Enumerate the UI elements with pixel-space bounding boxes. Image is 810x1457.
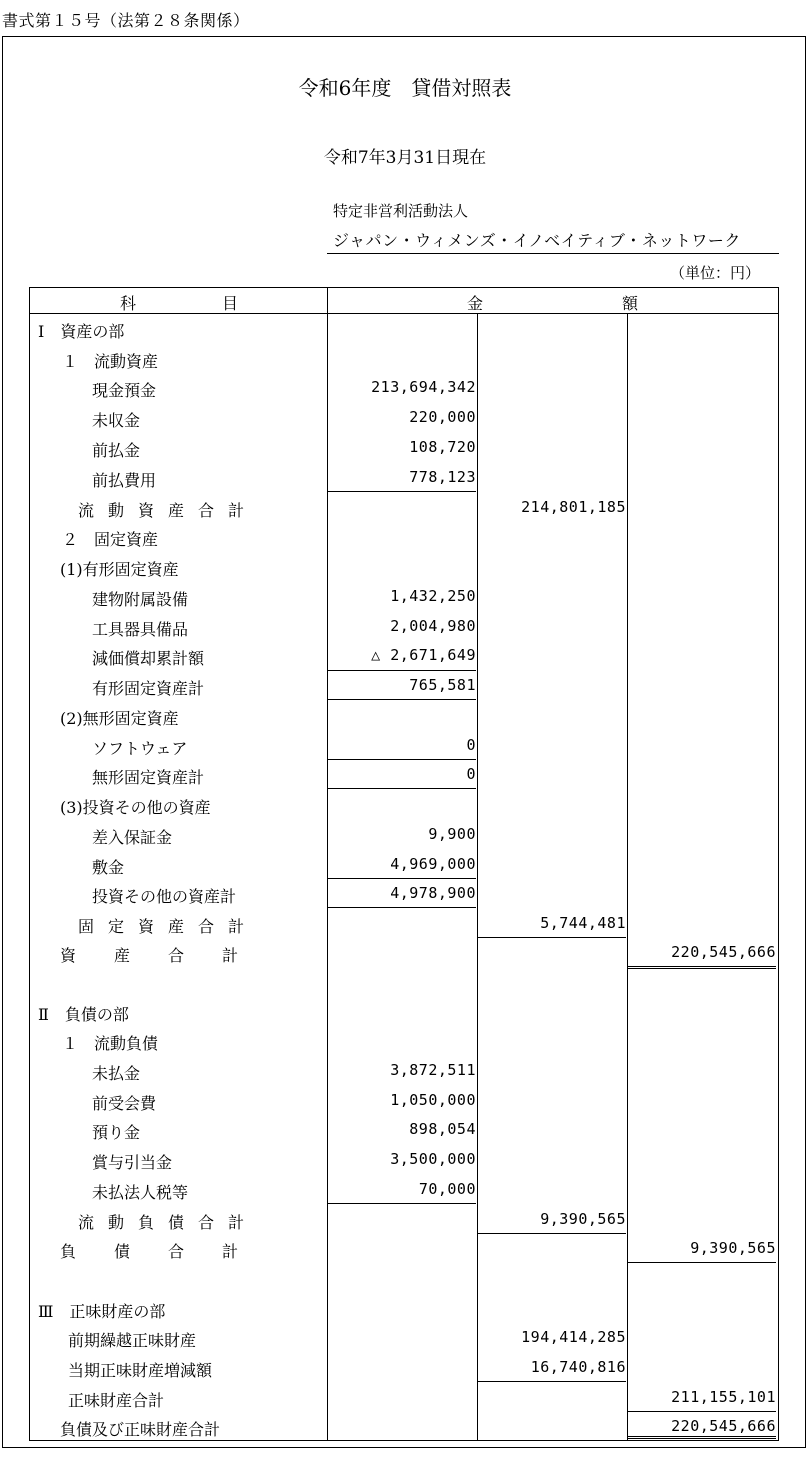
subtotal-row: [30, 761, 778, 791]
row-label: 工具器具備品: [92, 620, 189, 639]
row-label: Ⅲ 正味財産の部: [38, 1302, 166, 1321]
group-investments: [30, 791, 778, 821]
row-value: 898,054: [409, 1120, 476, 1138]
table-row: [30, 583, 778, 613]
subtotal-row: [30, 1384, 778, 1414]
row-value: 108,720: [409, 438, 476, 456]
section-liabilities: [30, 998, 778, 1028]
header-divider: [30, 313, 778, 314]
row-label: ソフトウェア: [92, 739, 188, 758]
subtotal-line: [328, 907, 476, 908]
table-row: [30, 1354, 778, 1384]
table-row: [30, 1146, 778, 1176]
subtotal-line: [478, 1233, 626, 1234]
subtotal-row: [30, 910, 778, 940]
table-row: [30, 1116, 778, 1146]
row-label: 流動資産合計: [78, 501, 259, 520]
table-row: [30, 374, 778, 404]
row-label: 敷金: [92, 858, 125, 877]
subtotal-line: [478, 1381, 626, 1382]
row-label: (1)有形固定資産: [60, 560, 179, 579]
row-label: 賞与引当金: [92, 1153, 173, 1172]
org-name: ジャパン・ウィメンズ・イノベイティブ・ネットワーク: [333, 231, 741, 250]
row-label: 流動負債合計: [78, 1213, 259, 1232]
row-label: (2)無形固定資産: [60, 709, 179, 728]
unit-label: （単位：円）: [670, 264, 761, 282]
row-label: 差入保証金: [92, 828, 173, 847]
row-label: 固定資産合計: [78, 917, 259, 936]
row-value: 4,969,000: [390, 855, 476, 873]
subtotal-row: [30, 880, 778, 910]
table-row: [30, 434, 778, 464]
subtotal-line: [328, 878, 476, 879]
org-type: 特定非営利活動法人: [333, 202, 469, 220]
row-value: 213,694,342: [371, 378, 476, 396]
table-row: [30, 1176, 778, 1206]
row-label: 前受会費: [92, 1094, 157, 1113]
row-label: 未収金: [92, 411, 141, 430]
row-label: 資産合計: [60, 946, 277, 965]
row-value: △ 2,671,649: [371, 646, 476, 664]
row-value: 778,123: [409, 468, 476, 486]
row-value: 0: [466, 765, 476, 783]
row-label: Ⅰ 資産の部: [38, 322, 125, 341]
row-label: 負債合計: [60, 1242, 277, 1261]
row-label: 前期繰越正味財産: [68, 1331, 197, 1350]
row-label: 減価償却累計額: [92, 649, 205, 668]
row-label: 前払金: [92, 441, 141, 460]
row-value: 9,900: [428, 825, 476, 843]
table-row: [30, 613, 778, 643]
row-value: 765,581: [409, 676, 476, 694]
group-current-assets: [30, 345, 778, 375]
row-value: 211,155,101: [671, 1388, 776, 1406]
row-label: １ 流動負債: [62, 1034, 159, 1053]
header-amount: 金: [467, 294, 484, 313]
total-row: [30, 939, 778, 969]
row-value: 4,978,900: [390, 884, 476, 902]
row-value: 220,000: [409, 408, 476, 426]
row-value: 5,744,481: [540, 914, 626, 932]
subtotal-line: [328, 699, 476, 700]
subtotal-line: [328, 1203, 476, 1204]
row-value: 214,801,185: [521, 498, 626, 516]
header-item: 科: [120, 294, 137, 313]
row-label: 有形固定資産計: [92, 679, 205, 698]
header-item-2: 目: [222, 294, 239, 313]
table-row: [30, 732, 778, 762]
row-value: 16,740,816: [530, 1358, 626, 1376]
section-net-assets: [30, 1295, 778, 1325]
row-label: (3)投資その他の資産: [60, 798, 211, 817]
row-label: 正味財産合計: [68, 1391, 165, 1410]
row-label: 未払金: [92, 1064, 141, 1083]
header-amount-2: 額: [622, 294, 639, 313]
balance-sheet-table: [29, 287, 779, 1441]
row-label: Ⅱ 負債の部: [38, 1005, 129, 1024]
group-fixed-assets: [30, 523, 778, 553]
row-value: 3,500,000: [390, 1150, 476, 1168]
table-row: [30, 464, 778, 494]
table-row: [30, 404, 778, 434]
row-label: 無形固定資産計: [92, 768, 205, 787]
subtotal-line: [328, 759, 476, 760]
group-current-liabilities: [30, 1027, 778, 1057]
table-row: [30, 1324, 778, 1354]
subtotal-row: [30, 494, 778, 524]
row-label: 負債及び正味財産合計: [60, 1420, 221, 1439]
row-label: 現金預金: [92, 381, 157, 400]
form-label: 書式第１５号（法第２８条関係）: [2, 11, 250, 30]
row-value: 220,545,666: [671, 1417, 776, 1435]
subtotal-line: [328, 491, 476, 492]
group-tangible: [30, 553, 778, 583]
subtotal-row: [30, 672, 778, 702]
row-value: 9,390,565: [540, 1210, 626, 1228]
subtotal-line: [328, 670, 476, 671]
org-underline: [327, 253, 779, 254]
row-value: 70,000: [418, 1180, 476, 1198]
subtotal-row: [30, 1206, 778, 1236]
row-label: 投資その他の資産計: [92, 887, 237, 906]
row-label: 未払法人税等: [92, 1183, 189, 1202]
row-value: 0: [466, 736, 476, 754]
row-label: 建物附属設備: [92, 590, 189, 609]
page-title: 令和6年度 貸借対照表: [298, 76, 512, 100]
row-value: 9,390,565: [690, 1239, 776, 1257]
subtotal-line: [328, 788, 476, 789]
row-value: 2,004,980: [390, 617, 476, 635]
subtotal-line: [628, 1411, 776, 1412]
row-label: １ 流動資産: [62, 352, 159, 371]
as-of-date: 令和7年3月31日現在: [323, 148, 487, 168]
total-double-line: [628, 966, 776, 969]
table-row: [30, 851, 778, 881]
table-row: [30, 1087, 778, 1117]
subtotal-line: [628, 1262, 776, 1263]
row-value: 194,414,285: [521, 1328, 626, 1346]
group-intangible: [30, 702, 778, 732]
section-assets: [30, 315, 778, 345]
row-value: 220,545,666: [671, 943, 776, 961]
total-double-line: [628, 1436, 776, 1439]
subtotal-line: [478, 937, 626, 938]
row-label: 前払費用: [92, 471, 157, 490]
table-row: [30, 1057, 778, 1087]
total-row: [30, 1235, 778, 1265]
table-row: [30, 642, 778, 672]
row-label: 当期正味財産増減額: [68, 1361, 213, 1380]
row-value: 1,432,250: [390, 587, 476, 605]
row-value: 1,050,000: [390, 1091, 476, 1109]
table-row: [30, 821, 778, 851]
row-value: 3,872,511: [390, 1061, 476, 1079]
row-label: 預り金: [92, 1123, 141, 1142]
row-label: ２ 固定資産: [62, 530, 159, 549]
